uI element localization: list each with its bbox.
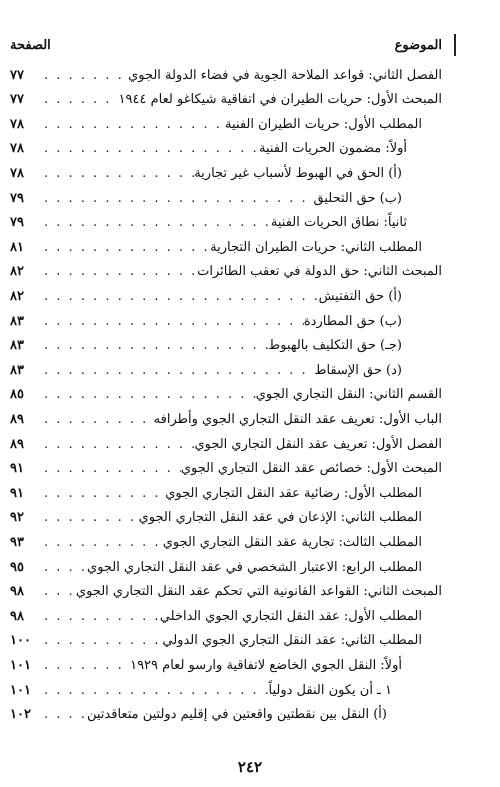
dot-leader (40, 117, 225, 132)
dot-leader (40, 215, 271, 230)
dot-leader (40, 68, 128, 83)
toc-entry-page: ٨٣ (10, 362, 24, 378)
toc-entry-page: ١٠٠ (10, 633, 31, 649)
toc-row (10, 186, 402, 210)
toc-entry-title: الفصل الثاني: قواعد الملاحة الجوية في فضاء الدولة الجوي (128, 67, 442, 83)
toc-entry-page: ٨٥ (10, 387, 24, 403)
toc-entry-title: المبحث الثاني: حق الدولة في تعقب الطائرات (197, 264, 442, 280)
toc-entry-page: ٨٣ (10, 313, 24, 329)
toc-entry-title: أولاً: مضمون الحريات الفنية (258, 141, 407, 157)
toc-row (10, 481, 422, 505)
toc-row (10, 63, 442, 87)
dot-leader (40, 314, 304, 329)
toc-entry-page: ٨٢ (10, 288, 24, 304)
toc-entry-page: ٧٧ (10, 67, 24, 83)
toc-entry-title: القسم الثاني: النقل التجاري الجوي (255, 387, 442, 403)
toc-row (10, 457, 442, 481)
toc-row (10, 309, 402, 333)
toc-entry-page: ٩٢ (10, 510, 24, 526)
dot-leader (40, 92, 119, 107)
dot-leader (40, 683, 268, 698)
dot-leader (40, 363, 314, 378)
toc-entry-page: ٩٣ (10, 534, 24, 550)
toc-entry-title: المبحث الأول: خصائص عقد النقل التجاري الجوي (180, 461, 442, 477)
dot-leader (40, 633, 162, 648)
toc-row (10, 703, 387, 727)
toc-entry-page: ٧٩ (10, 215, 24, 231)
toc-header (0, 38, 500, 60)
toc-row (10, 432, 442, 456)
dot-leader (40, 486, 165, 501)
toc-row (10, 211, 407, 235)
toc-entry-page: ٨٩ (10, 436, 24, 452)
toc-entry-page: ١٠١ (10, 657, 31, 673)
toc-entry-title: المطلب الثاني: الإذعان في عقد النقل التجاري الجوي (138, 510, 422, 526)
toc-entry-title: (ب) حق المطاردة (303, 313, 402, 329)
toc-entry-page: ١٠١ (10, 682, 31, 698)
dot-leader (40, 166, 194, 181)
toc-row (10, 678, 392, 702)
toc-entry-title: المطلب الأول: حريات الطيران الفنية (225, 116, 422, 132)
toc-entry-page: ٧٧ (10, 92, 24, 108)
toc-row (10, 407, 442, 431)
header-bar (454, 34, 456, 56)
toc-row (10, 580, 442, 604)
toc-entry-page: ٩١ (10, 461, 24, 477)
toc-row (10, 260, 442, 284)
toc-row (10, 604, 422, 628)
toc-entry-title: المطلب الثاني: عقد النقل التجاري الجوي الدولي (162, 633, 422, 649)
dot-leader (40, 264, 197, 279)
toc-entry-title: (أ) حق التفتيش (318, 288, 402, 304)
toc-entry-page: ٧٨ (10, 141, 24, 157)
toc-row (10, 629, 422, 653)
toc-row (10, 334, 402, 358)
dot-leader (40, 437, 194, 452)
dot-leader (40, 338, 268, 353)
toc-entry-page: ٨١ (10, 239, 24, 255)
dot-leader (40, 461, 181, 476)
toc-row (10, 161, 402, 185)
toc-entry-title: (ب) حق التحليق (313, 190, 402, 206)
dot-leader (40, 240, 210, 255)
dot-leader (40, 535, 163, 550)
toc-entry-page: ٧٨ (10, 116, 24, 132)
toc-entry-title: المطلب الأول: عقد النقل التجاري الجوي الداخلي (159, 608, 422, 624)
toc-entry-title: المطلب الأول: رضائية عقد النقل التجاري الجوي (165, 485, 422, 501)
toc-entry-page: ٨٢ (10, 264, 24, 280)
header-page: الصفحة (10, 38, 51, 53)
dot-leader (40, 387, 256, 402)
toc-entry-page: ٩٥ (10, 559, 24, 575)
toc-entry-page: ٧٩ (10, 190, 24, 206)
toc-entry-page: ٧٨ (10, 165, 24, 181)
toc-entry-title: (د) حق الإسقاط (314, 362, 402, 378)
toc-entry-page: ٩١ (10, 485, 24, 501)
toc-row (10, 555, 422, 579)
dot-leader (40, 560, 87, 575)
toc-row (10, 530, 422, 554)
toc-row (10, 506, 422, 530)
header-topic: الموضوع (394, 38, 442, 53)
toc-entry-title: ثانياً: نطاق الحريات الفنية (270, 215, 407, 231)
toc-row (10, 112, 422, 136)
dot-leader (40, 191, 314, 206)
toc-entry-title: المطلب الثالث: تجارية عقد النقل التجاري الجوي (162, 534, 422, 550)
toc-row (10, 284, 402, 308)
toc-entry-title: (أ) النقل بين نقطتين واقعتين في إقليم دولتين متعاقدتين (86, 707, 387, 723)
toc-entry-title: المبحث الأول: حريات الطيران في اتفاقية شيكاغو لعام ١٩٤٤ (118, 92, 442, 108)
toc-entry-title: أولاً: النقل الجوي الخاضع لاتفاقية وارسو لعام ١٩٢٩ (130, 657, 402, 673)
toc-entry-page: ٩٨ (10, 584, 24, 600)
toc-row (10, 235, 422, 259)
dot-leader (40, 584, 76, 599)
dot-leader (40, 412, 154, 427)
dot-leader (40, 289, 319, 304)
toc-row (10, 358, 402, 382)
toc-entry-title: الباب الأول: تعريف عقد النقل التجاري الجوي وأطرافه (153, 411, 442, 427)
toc-entry-page: ٩٨ (10, 608, 24, 624)
toc-row (10, 88, 442, 112)
dot-leader (40, 658, 130, 673)
dot-leader (40, 141, 259, 156)
toc-entry-page: ٨٣ (10, 338, 24, 354)
dot-leader (40, 609, 160, 624)
toc-entry-title: الفصل الأول: تعريف عقد النقل التجاري الجوي (194, 436, 442, 452)
toc-entry-page: ١٠٢ (10, 707, 31, 723)
toc-row (10, 653, 402, 677)
toc-entry-title: المطلب الرابع: الاعتبار الشخصي في عقد النقل التجاري الجوي (87, 559, 422, 575)
toc-entry-title: المطلب الثاني: حريات الطيران التجارية (210, 239, 422, 255)
page-number: ٢٤٢ (237, 758, 263, 776)
toc-entry-title: المبحث الثاني: القواعد القانونية التي تحكم عقد النقل التجاري الجوي (75, 584, 442, 600)
toc-entry-title: (أ) الحق في الهبوط لأسباب غير تجارية (194, 165, 402, 181)
dot-leader (40, 510, 139, 525)
toc-entry-title: (جـ) حق التكليف بالهبوط (268, 338, 402, 354)
toc-entry-title: ١ ـ أن يكون النقل دولياً (268, 682, 392, 698)
toc-row (10, 383, 442, 407)
toc-entry-page: ٨٩ (10, 411, 24, 427)
toc-row (10, 137, 407, 161)
dot-leader (40, 707, 87, 722)
